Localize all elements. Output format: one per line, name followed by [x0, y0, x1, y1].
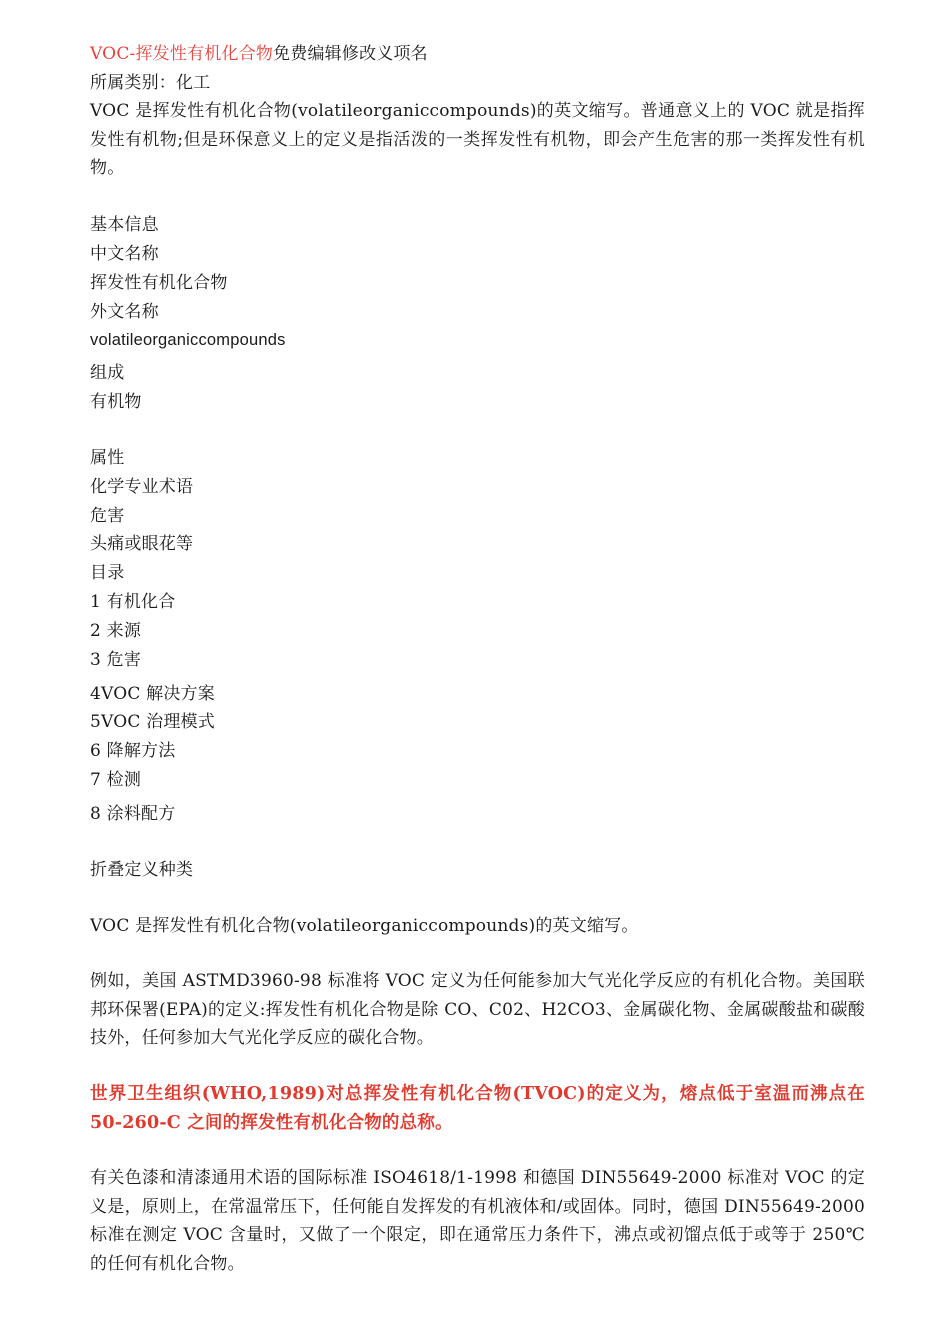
document-title — [90, 40, 428, 68]
toc-item: 3 危害 — [90, 650, 142, 670]
basic-info-heading: 基本信息 — [90, 215, 159, 235]
definition-short: VOC 是挥发性有机化合物(volatileorganiccompounds)的英文缩写。 — [90, 916, 639, 936]
title-rest: 免费编辑修改义项名 — [273, 44, 428, 64]
property-label: 属性 — [90, 448, 125, 468]
definition-who-paragraph: 世界卫生组织(WHO,1989)对总挥发性有机化合物(TVOC)的定义为，熔点低于室温而沸点在 50-260-C 之间的挥发性有机化合物的总称。 — [90, 1084, 865, 1133]
title-highlight: VOC-挥发性有机化合物 — [90, 44, 274, 64]
definition-iso-paragraph: 有关色漆和清漆通用术语的国际标准 ISO4618/1-1998 和德国 DIN55649-2000 标准对 VOC 的定义是，原则上，在常温常压下，任何能自发挥发的有机液体和/或固体。同时，德国 DIN55649-2000 标准在测定 VOC 含量时，又做了一个限定，即在通常压力条件下，沸点或初馏点低于或等于 250℃的任何有机化合物。 — [90, 1168, 865, 1274]
toc-item: 7 检测 — [90, 770, 142, 790]
toc-item: 2 来源 — [90, 621, 142, 641]
composition-label: 组成 — [90, 363, 125, 383]
toc-item: 6 降解方法 — [90, 741, 176, 761]
category-line: 所属类别：化工 — [90, 73, 211, 93]
toc-heading: 目录 — [90, 563, 125, 583]
section-heading: 折叠定义种类 — [90, 860, 194, 880]
cn-name-label: 中文名称 — [90, 244, 159, 264]
intro-paragraph: VOC 是挥发性有机化合物(volatileorganiccompounds)的英文缩写。普通意义上的 VOC 就是指挥发性有机物;但是环保意义上的定义是指活泼的一类挥发性有机物，即会产生危害的那一类挥发性有机物。 — [90, 101, 865, 178]
toc-item: 4VOC 解决方案 — [90, 684, 215, 704]
foreign-name-value: volatileorganiccompounds — [90, 331, 286, 349]
composition-value: 有机物 — [90, 392, 142, 412]
definition-astm-paragraph: 例如，美国 ASTMD3960-98 标准将 VOC 定义为任何能参加大气光化学反应的有机化合物。美国联邦环保署(EPA)的定义:挥发性有机化合物是除 CO、C02、H2CO3、金属碳化物、金属碳酸盐和碳酸技外，任何参加大气光化学反应的碳化合物。 — [90, 971, 865, 1048]
foreign-name-label: 外文名称 — [90, 302, 159, 322]
toc-item: 5VOC 治理模式 — [90, 712, 215, 732]
toc-item: 8 涂料配方 — [90, 804, 176, 824]
cn-name-value: 挥发性有机化合物 — [90, 273, 228, 293]
harm-value: 头痛或眼花等 — [90, 534, 194, 554]
toc-item: 1 有机化合 — [90, 592, 176, 612]
property-value: 化学专业术语 — [90, 477, 194, 497]
harm-label: 危害 — [90, 506, 125, 526]
